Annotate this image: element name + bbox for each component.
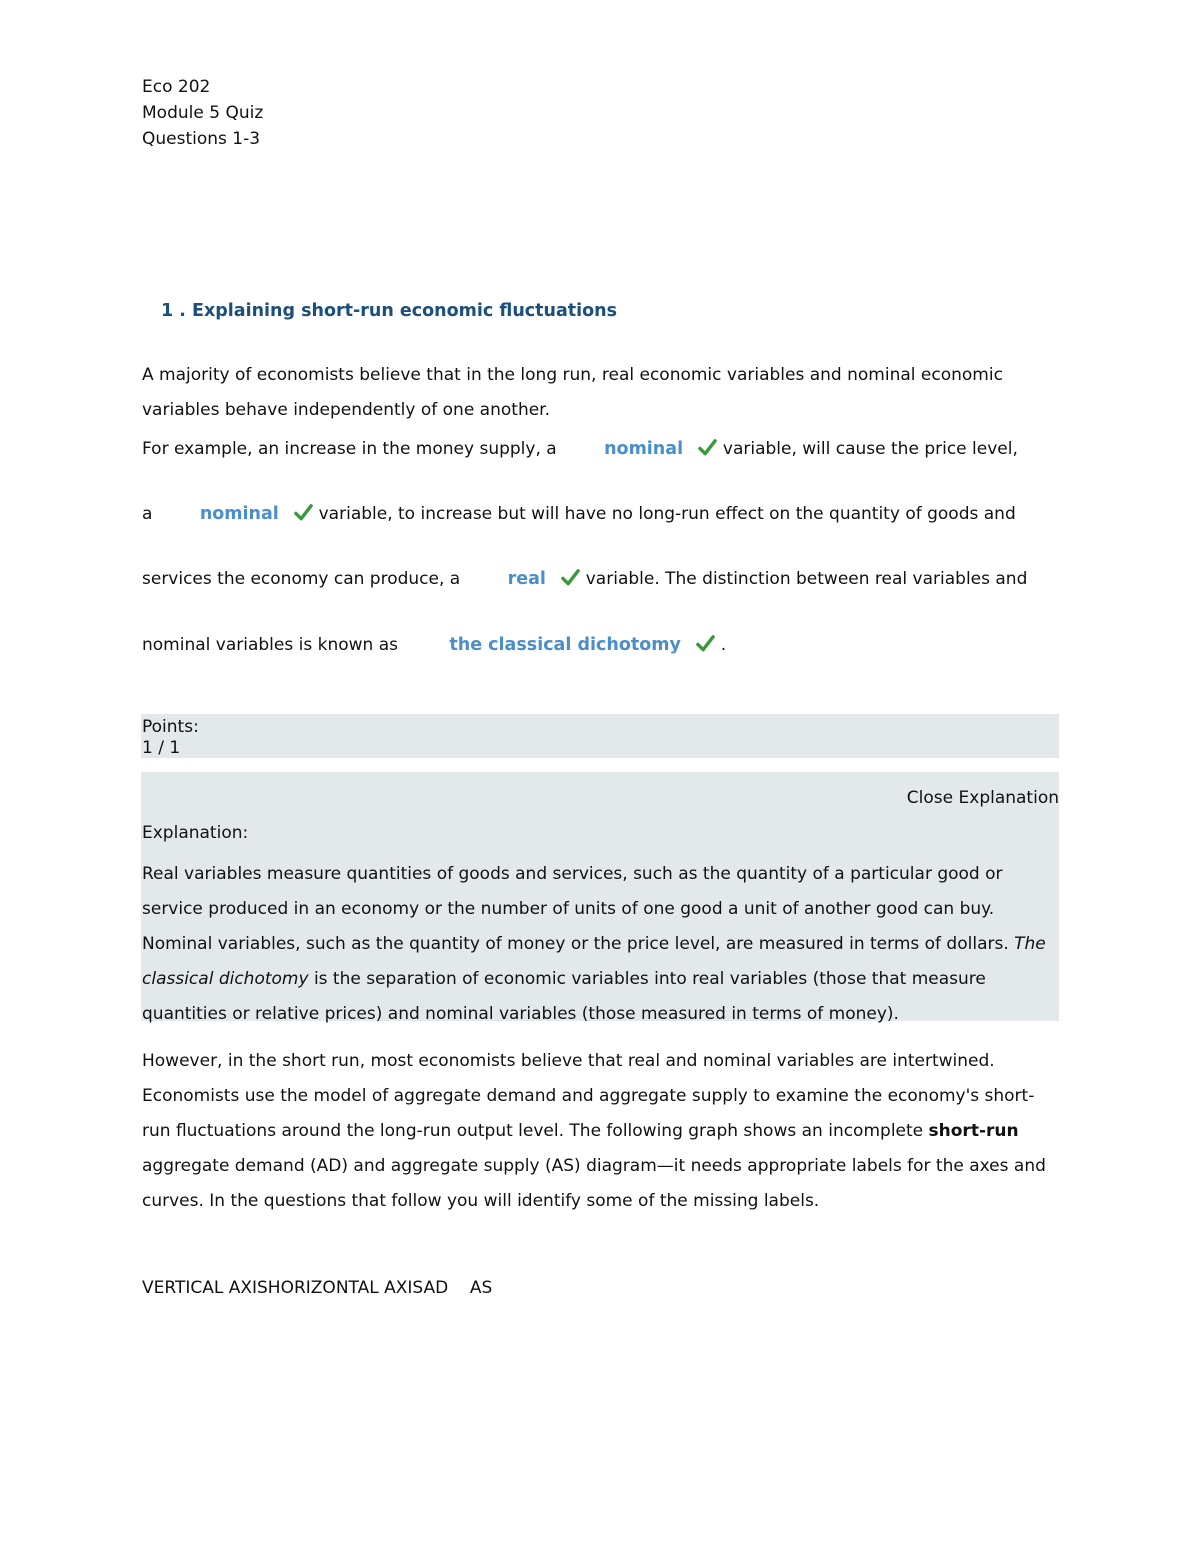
explanation-term: The classical dichotomy (142, 934, 1046, 989)
module-name: Module 5 Quiz (142, 103, 264, 123)
answer-blank-1[interactable]: nominal (604, 439, 684, 459)
check-icon (696, 634, 715, 653)
document-header (142, 74, 263, 152)
graph-labels: VERTICAL AXISHORIZONTAL AXISAD AS (142, 1278, 493, 1298)
answer-blank-4[interactable]: the classical dichotomy (449, 635, 681, 655)
sentence-2 (142, 503, 1016, 524)
course-name: Eco 202 (142, 77, 211, 97)
sentence-2-post: variable, to increase but will have no long-run effect on the quantity of goods and (318, 504, 1016, 524)
answer-blank-2[interactable]: nominal (199, 504, 279, 524)
followup-text-a: However, in the short run, most economists believe that real and nominal variables are intertwined. Economists use the model of aggregate demand and aggregate supply to examine the economy's short-run fluctuations around the long-run output level. The following graph shows an incomplete (142, 1051, 1035, 1141)
points-value: 1 / 1 (142, 738, 181, 758)
sentence-3 (142, 568, 1027, 589)
sentence-1 (142, 438, 1018, 459)
sentence-4-post: . (720, 635, 727, 655)
intro-line-2: variables behave independently of one another. (142, 400, 551, 420)
explanation-label: Explanation: (142, 823, 249, 843)
answer-blank-3[interactable]: real (507, 569, 546, 589)
check-icon (561, 568, 580, 587)
points-panel (141, 714, 1059, 758)
followup-text-b: aggregate demand (AD) and aggregate supply (AS) diagram—it needs appropriate labels for the axes and curves. In the questions that follow you will identify some of the missing labels. (142, 1156, 1046, 1211)
followup-paragraph (142, 1044, 1062, 1219)
sentence-2-pre: a (142, 504, 153, 524)
explanation-panel (141, 772, 1059, 1024)
sentence-3-pre: services the economy can produce, a (142, 569, 461, 589)
sentence-4 (142, 634, 726, 655)
sentence-3-post: variable. The distinction between real variables and (585, 569, 1028, 589)
check-icon (294, 503, 313, 522)
intro-line-1: A majority of economists believe that in the long run, real economic variables and nominal economic (142, 365, 1003, 385)
explanation-text-b: is the separation of economic variables into real variables (those that measure quantities or relative prices) and nominal variables (those measured in terms of money). (142, 969, 986, 1024)
question-range: Questions 1-3 (142, 129, 261, 149)
followup-bold-term: short-run (928, 1121, 1019, 1141)
check-icon (698, 438, 717, 457)
explanation-text (142, 857, 1058, 1032)
question-title: 1 . Explaining short-run economic fluctuations (161, 301, 618, 321)
sentence-1-post: variable, will cause the price level, (722, 439, 1018, 459)
sentence-4-pre: nominal variables is known as (142, 635, 398, 655)
close-explanation-link[interactable]: Close Explanation (906, 788, 1059, 808)
explanation-text-a: Real variables measure quantities of goods and services, such as the quantity of a particular good or service produced in an economy or the number of units of one good a unit of another good can buy. Nominal variables, such as the quantity of money or the price level, are measured in terms of dollars. (142, 864, 1015, 954)
points-label: Points: (142, 717, 199, 737)
sentence-1-pre: For example, an increase in the money supply, a (142, 439, 557, 459)
